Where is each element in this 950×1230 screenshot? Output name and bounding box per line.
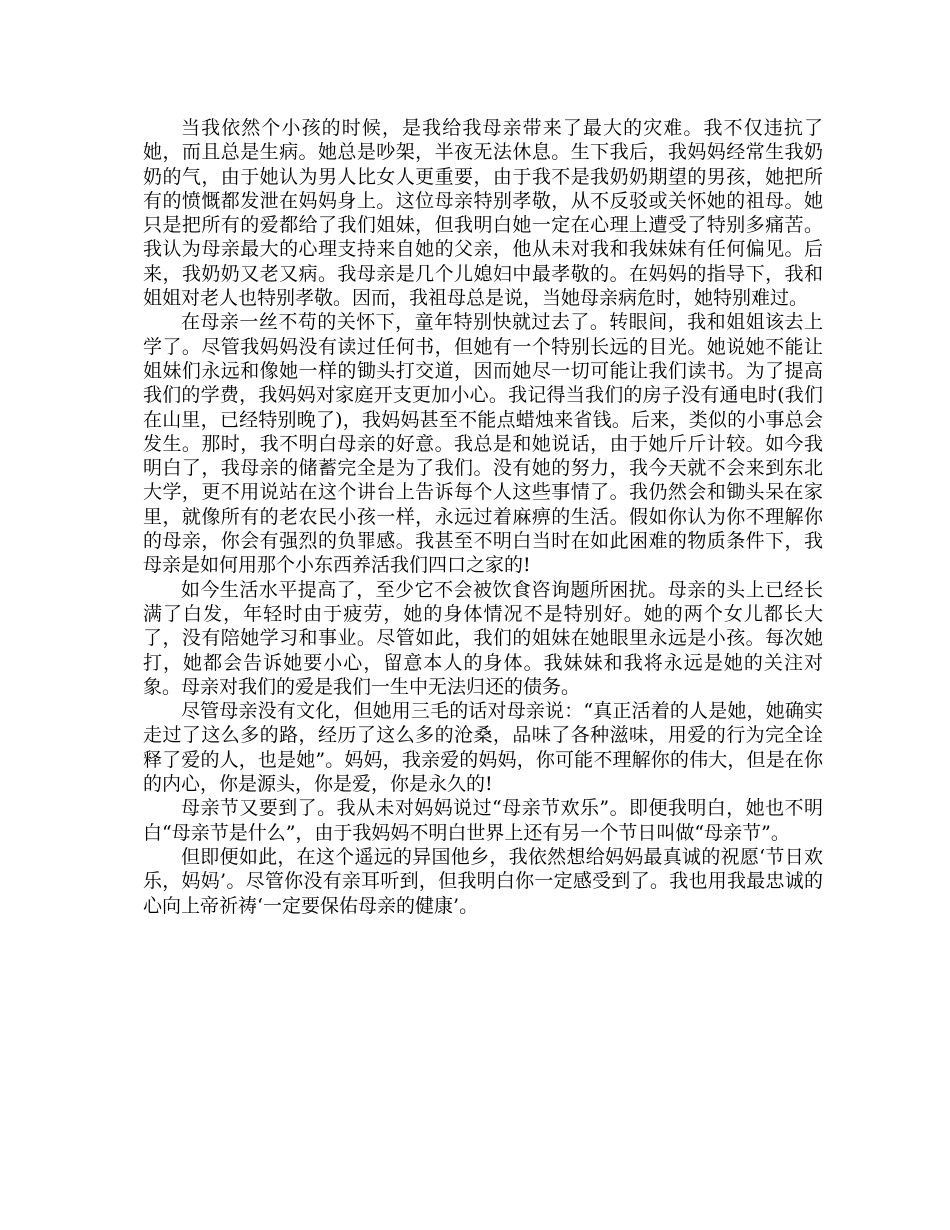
paragraph-mothers-day: 母亲节又要到了。我从未对妈妈说过“母亲节欢乐”。即便我明白，她也不明白“母亲节是什么”，由于我妈妈不明白世界上还有另一个节日叫做“母亲节”。 (143, 797, 823, 844)
paragraph-schooling: 在母亲一丝不苟的关怀下，童年特别快就过去了。转眼间，我和姐姐该去上学了。尽管我妈妈没有读过任何书，但她有一个特别长远的目光。她说她不能让姐妹们永远和像她一样的锄头打交道，因而她尽一切可能让我们读书。为了提高我们的学费，我妈妈对家庭开支更加小心。我记得当我们的房子没有通电时(我们在山里，已经特别晚了)，我妈妈甚至不能点蜡烛来省钱。后来，类似的小事总会发生。那时，我不明白母亲的好意。我总是和她说话，由于她斤斤计较。如今我明白了，我母亲的储蓄完全是为了我们。没有她的努力，我今天就不会来到东北大学，更不用说站在这个讲台上告诉每个人这些事情了。我仍然会和锄头呆在家里，就像所有的老农民小孩一样，永远过着麻痹的生活。假如你认为你不理解你的母亲，你会有强烈的负罪感。我甚至不明白当时在如此困难的物质条件下，我母亲是如何用那个小东西养活我们四口之家的! (143, 311, 823, 577)
paragraph-present-life: 如今生活水平提高了，至少它不会被饮食咨询题所困扰。母亲的头上已经长满了白发，年轻时由于疲劳，她的身体情况不是特别好。她的两个女儿都长大了，没有陪她学习和事业。尽管如此，我们的姐妹在她眼里永远是小孩。每次她打，她都会告诉她要小心，留意本人的身体。我妹妹和我将永远是她的关注对象。母亲对我们的爱是我们一生中无法归还的债务。 (143, 578, 823, 698)
paragraph-sanmao-quote: 尽管母亲没有文化，但她用三毛的话对母亲说：“真正活着的人是她，她确实走过了这么多的路，经历了这么多的沧桑，品味了各种滋味，用爱的行为完全诠释了爱的人，也是她”。妈妈，我亲爱的妈妈，你可能不理解你的伟大，但是在你的内心，你是源头，你是爱，你是永久的! (143, 700, 823, 796)
document-body (143, 116, 823, 918)
paragraph-closing-wish: 但即便如此，在这个遥远的异国他乡，我依然想给妈妈最真诚的祝愿‘节日欢乐，妈妈’。尽管你没有亲耳听到，但我明白你一定感受到了。我也用我最忠诚的心向上帝祈祷‘一定要保佑母亲的健康’。 (143, 845, 823, 917)
paragraph-childhood: 当我依然个小孩的时候，是我给我母亲带来了最大的灾难。我不仅违抗了她，而且总是生病。她总是吵架，半夜无法休息。生下我后，我妈妈经常生我奶奶的气，由于她认为男人比女人更重要，由于我不是我奶奶期望的男孩，她把所有的愤慨都发泄在妈妈身上。这位母亲特别孝敬，从不反驳或关怀她的祖母。她只是把所有的爱都给了我们姐妹，但我明白她一定在心理上遭受了特别多痛苦。我认为母亲最大的心理支持来自她的父亲，他从未对我和我妹妹有任何偏见。后来，我奶奶又老又病。我母亲是几个儿媳妇中最孝敬的。在妈妈的指导下，我和姐姐对老人也特别孝敬。因而，我祖母总是说，当她母亲病危时，她特别难过。 (143, 117, 823, 310)
